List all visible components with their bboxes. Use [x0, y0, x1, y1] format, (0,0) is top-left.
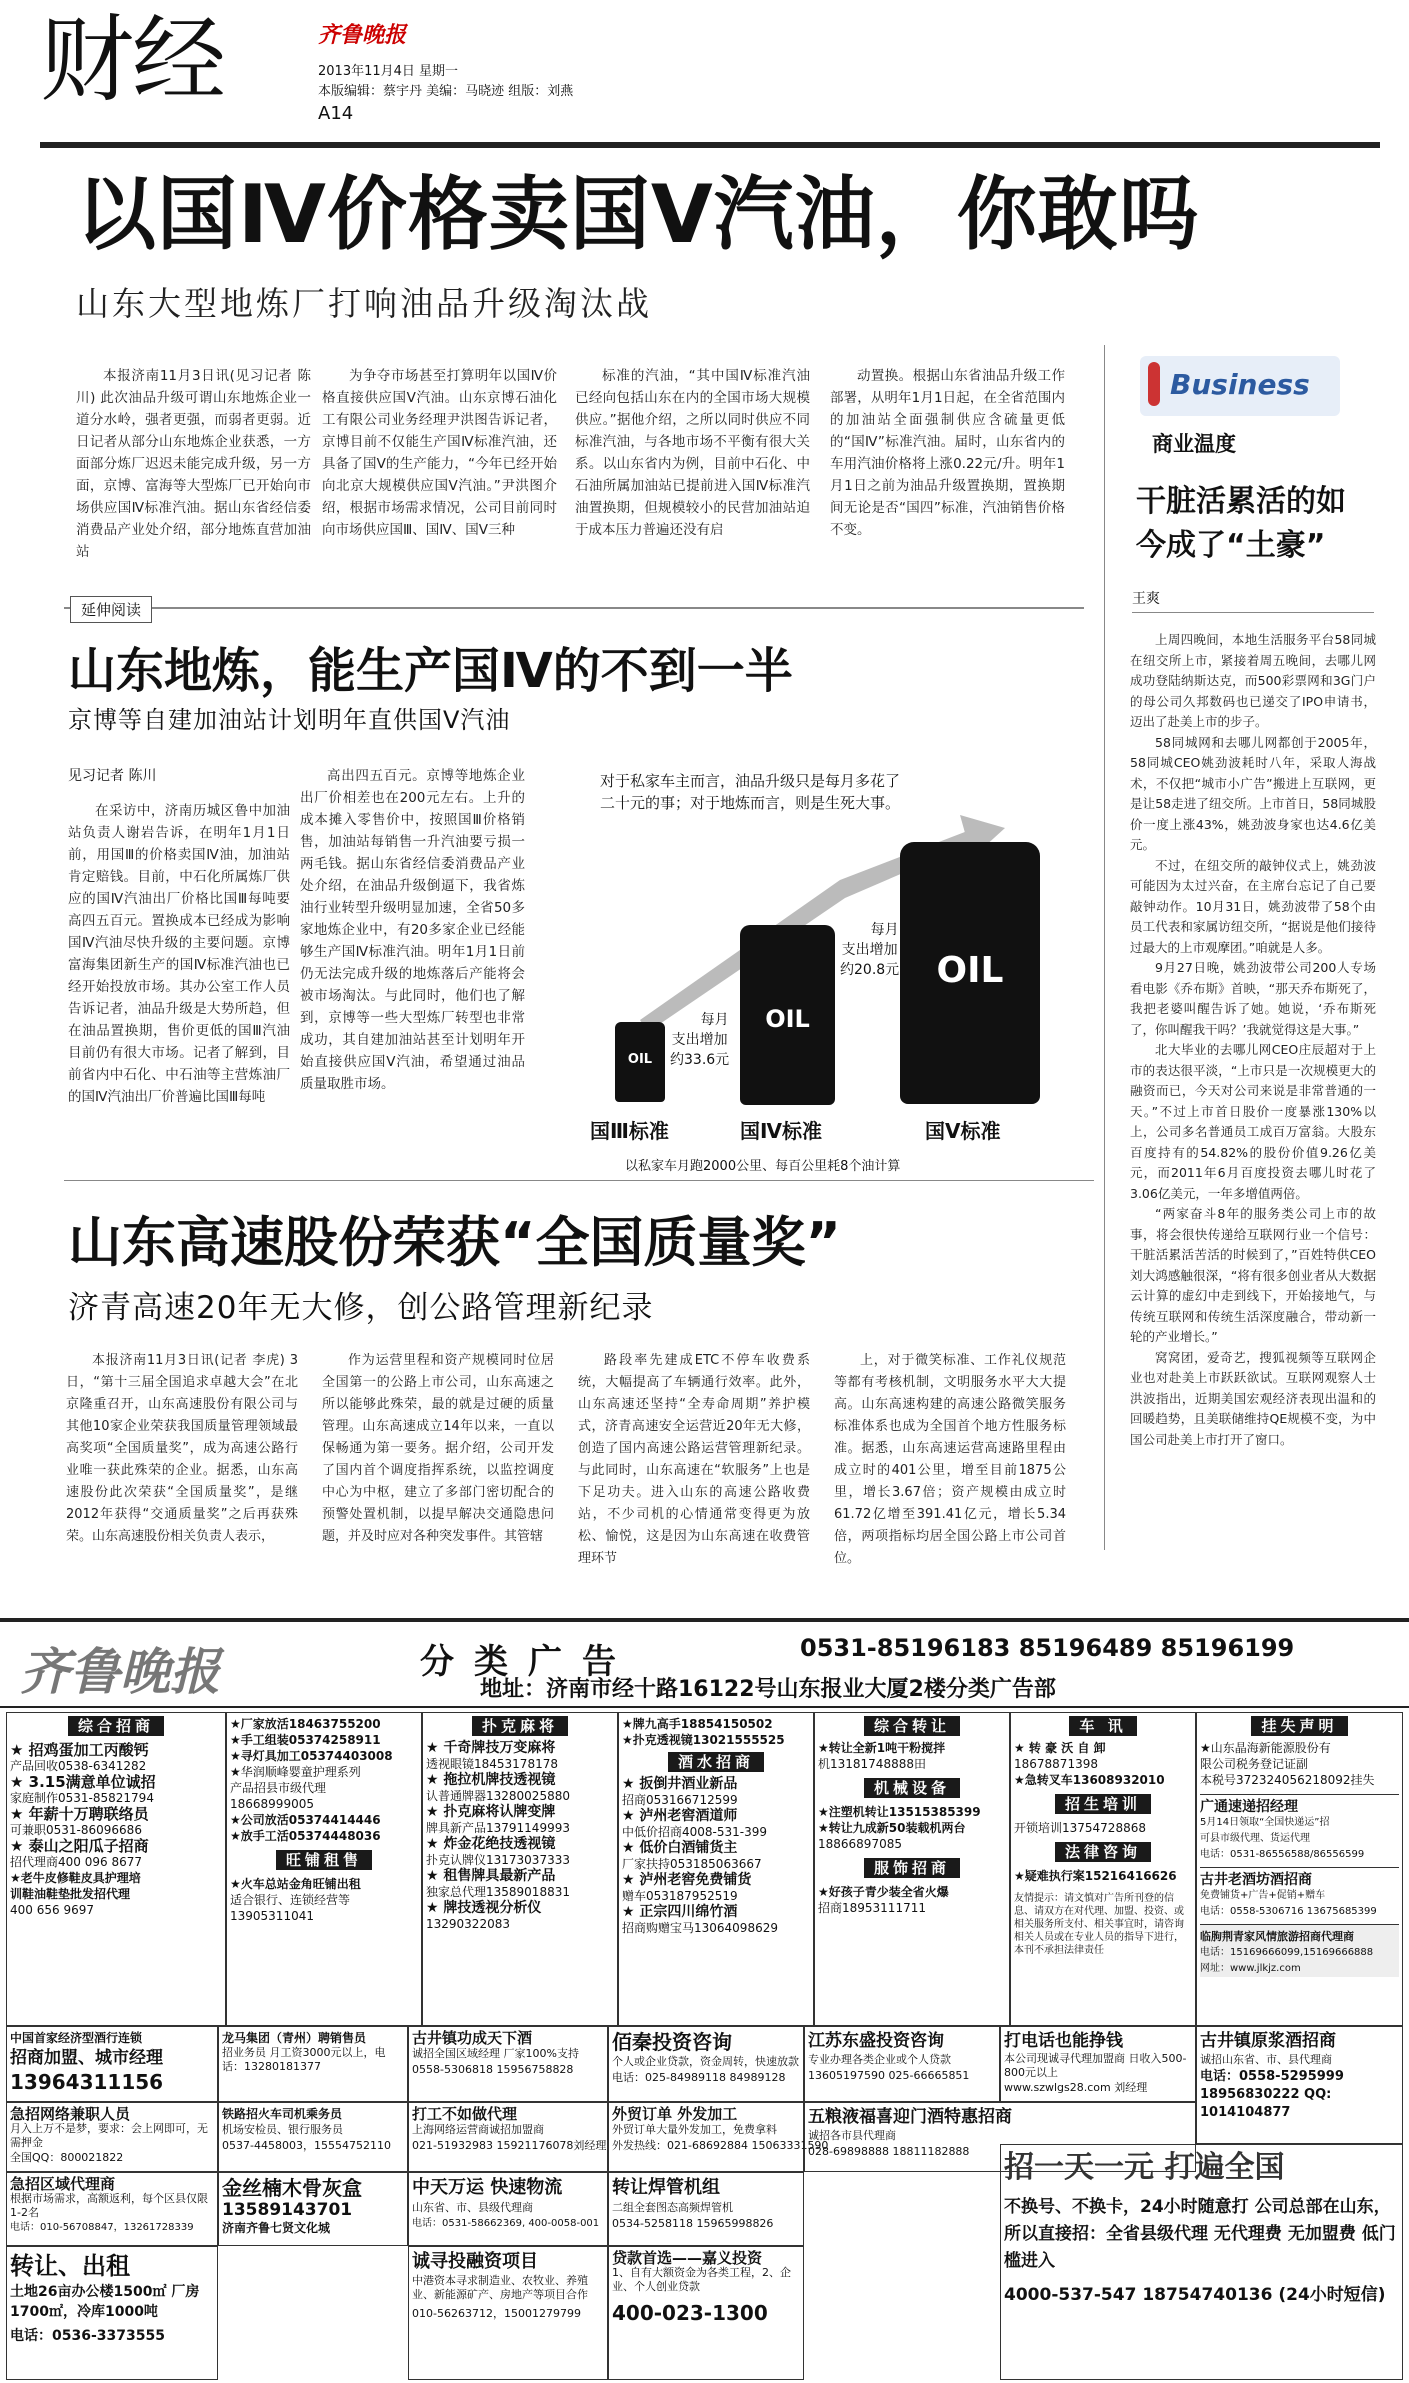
bottom-text: 作为运营里程和资产规模同时位居全国第一的公路上市公司，山东高速之所以能够此殊荣，最的就是过硬的质量管理。山东高速成立14年以来，一直以保畅通为第一要务。据介绍，公司开发了国内首个调度指挥系统，以监控调度中心为中枢，建立了多部门密切配合的预警处置机制，以提早解决交通隐患问题，并及时应对各种突发事件。其管辖 — [322, 1353, 554, 1544]
ad-box — [608, 2102, 829, 2172]
ad-line: 13290322083 — [426, 1917, 510, 1931]
ad-line: 免费铺货+广告+促销+赠车 — [1200, 1890, 1326, 1901]
ad-line: ★ 千奇牌技万变麻将 — [426, 1740, 556, 1756]
ad-line: 招商18953111711 — [818, 1901, 926, 1915]
ad-title: 五粮液福喜迎门酒特惠招商 — [808, 2107, 1012, 2127]
ad-line: 限公司税务登记证副 — [1200, 1757, 1309, 1771]
ad-line: 5月14日领取“全国快递运”招 — [1200, 1817, 1330, 1828]
sidebar-paragraph: 窝窝团，爱奇艺，搜狐视频等互联网企业也对赴美上市跃跃欲试。互联网观察人士洪波指出，近期美国宏观经济表现出温和的回暖趋势，且美联储维持QE规模不变，为中国公司赴美上市打开了窗口。 — [1130, 1349, 1376, 1447]
ad-title: 古井镇原浆酒招商 — [1200, 2031, 1336, 2051]
ad-phone: 电话：025-84989118 84989128 — [612, 2071, 786, 2084]
ad-line: ★ 正宗四川绵竹酒 — [622, 1904, 738, 1920]
ad-line: ★ 扳倒井酒业新品 — [622, 1776, 738, 1792]
ad-body: 月入上万不是梦，要求：会上网即可，无需押金 — [10, 2122, 208, 2149]
ad-line: ★寻灯具加工05374403008 — [230, 1749, 393, 1763]
bar-label-gb3: 国Ⅲ标准 — [590, 1119, 669, 1143]
ad-line: 本税号372324056218092挂失 — [1200, 1773, 1375, 1787]
ad-line: ★ 转 豪 沃 自 卸 — [1014, 1741, 1106, 1755]
annotation-line: 约33.6元 — [670, 1052, 730, 1068]
ad-column-6 — [1010, 1712, 1196, 2026]
bottom-subhead: 济青高速20年无大修，创公路管理新纪录 — [68, 1290, 654, 1326]
ad-line: ★厂家放活18463755200 — [230, 1717, 381, 1731]
ad-category: 扑克麻将 — [472, 1716, 568, 1736]
ad-line: 独家总代理13589018831 — [426, 1885, 570, 1899]
related-text: 高出四五百元。京博等地炼企业出厂价相差也在200元左右。上升的成本摊入零售价中，按照国Ⅲ价格销售，加油站每销售一升汽油要亏损一两毛钱。据山东省经信委消费品产业处介绍，在油品升级倒逼下，我省炼油行业转型升级明显加速，全省50多家地炼企业中，有20多家企业已经能够生产国Ⅳ标准汽油。明年1月1日前仍无法完成升级的地炼落后产能将会被市场淘汰。与此同时，他们也了解到，京博等一些大型炼厂转型也非常成功，其自建加油站甚至计划明年开始直接供应国Ⅴ汽油，希望通过油品质量取胜市场。 — [300, 768, 525, 1092]
related-byline: 见习记者 陈川 — [68, 768, 157, 784]
ad-category: 挂失声明 — [1251, 1716, 1347, 1736]
related-headline: 山东地炼，能生产国Ⅳ的不到一半 — [68, 643, 793, 699]
ad-box — [1196, 2026, 1403, 2144]
ad-line: 家庭制作0531-85821794 — [10, 1791, 154, 1805]
ad-line: 适合银行、连锁经营等 — [230, 1893, 351, 1907]
ad-phone: 电话：0531-58662369, 400-0058-001 — [412, 2218, 600, 2229]
bottom-column-1 — [66, 1350, 298, 1548]
related-label: 延伸阅读 — [70, 596, 152, 623]
ad-line: ★注塑机转让13515385399 — [818, 1805, 981, 1819]
ad-line: ★华润顺峰婴童护理系列 — [230, 1765, 361, 1779]
bottom-text: 路段率先建成ETC不停车收费系统，大幅提高了车辆通行效率。此外，山东高速还坚持“全寿命周期”养护模式，济青高速安全运营近20年无大修，创造了国内高速公路运营管理新纪录。与此同时，山东高速在“软服务”上也是下足功夫。进入山东的高速公路收费站，不少司机的心情通常变得更为放松、愉悦，这是因为山东高速在收费管理环节 — [578, 1353, 810, 1566]
ad-title: 急招区域代理商 — [10, 2175, 116, 2193]
oil-barrel-gb3 — [615, 1022, 665, 1102]
bottom-text: 上，对于微笑标准、工作礼仪规范等都有考核机制，文明服务水平大大提高。山东高速构建的高速公路微笑服务标准体系也成为全国首个地方性服务标准。据悉，山东高速运营高速路里程由成立时的401公里，增至目前1875公里，增长3.67倍；资产规模由成立时61.72亿增至391.41亿元，增长5.34倍，两项指标均居全国公路上市公司首位。 — [834, 1353, 1066, 1566]
ad-body: 诚招山东省、市、县代理商 — [1200, 2053, 1332, 2066]
ad-line: 透视眼镜18453178178 — [426, 1757, 558, 1771]
ad-title: 古井镇功成天下酒 — [412, 2029, 533, 2047]
ad-line: 中低价招商4008-531-399 — [622, 1825, 768, 1839]
ad-category: 综合招商 — [68, 1716, 164, 1736]
lead-column-1 — [76, 365, 311, 563]
ad-line: ★ 低价白酒铺货主 — [622, 1840, 738, 1856]
ad-line: ★ 拖拉机牌技透视镜 — [426, 1772, 556, 1788]
ad-line: ★ 泰山之阳瓜子招商 — [10, 1837, 149, 1855]
header-rule — [40, 142, 1380, 148]
bottom-column-2 — [322, 1350, 554, 1548]
ad-line: 训鞋油鞋垫批发招代理 — [10, 1887, 131, 1901]
ad-line: ★牌九高手18854150502 — [622, 1717, 773, 1731]
ad-title: 转让焊管机组 — [612, 2177, 720, 2198]
sidebar-section: 商业温度 — [1152, 432, 1236, 456]
business-badge — [1140, 356, 1340, 416]
ad-title: 外贸订单 外发加工 — [612, 2105, 738, 2123]
annotation-gb4 — [670, 1010, 729, 1070]
issue-date: 2013年11月4日 星期一 — [318, 64, 459, 79]
ad-column-3 — [422, 1712, 618, 2026]
ads-logo: 齐鲁晚报 — [20, 1642, 220, 1701]
ad-box — [804, 2026, 1000, 2102]
ad-line: 招代理商400 096 8677 — [10, 1855, 142, 1869]
annotation-gb5 — [840, 920, 899, 980]
ad-line: 产品回收0538-6341282 — [10, 1759, 147, 1773]
ads-phones: 0531-85196183 85196489 85196199 — [800, 1634, 1295, 1662]
ad-body: 专业办理各类企业或个人贷款 — [808, 2053, 951, 2066]
ad-line: 可兼职0531-86096686 — [10, 1823, 142, 1837]
ad-box — [408, 2172, 608, 2246]
sidebar-rule — [1132, 612, 1374, 613]
lead-text: 为争夺市场甚至打算明年以国Ⅳ价格直接供应国Ⅴ汽油。山东京博石油化工有限公司业务经理尹洪图告诉记者，京博目前不仅能生产国Ⅳ标准汽油，还具备了国Ⅴ的生产能力，“今年已经开始向北京大规模供应国Ⅴ汽油。”尹洪图介绍，根据市场需求情况，公司目前同时向市场供应国Ⅲ、国Ⅳ、国Ⅴ三种 — [322, 368, 557, 538]
ad-body: 本公司现诚寻代理加盟商 日收入500-800元以上 — [1004, 2052, 1187, 2079]
sidebar-paragraph: 58同城网和去哪儿网都创于2005年，58同城CEO姚劲波耗时八年，采取人海战术，不仅把“城市小广告”搬进上互联网，更是让58走进了纽交所。上市首日，58同城股价一度上涨43%，姚劲波身家也达4.6亿美元。 — [1130, 734, 1376, 852]
ad-category: 法律咨询 — [1055, 1842, 1151, 1862]
chart-note: 对于私家车主而言，油品升级只是每月多花了二十元的事；对于地炼而言，则是生死大事。 — [600, 772, 901, 812]
ad-column-5 — [814, 1712, 1010, 2026]
ad-title: 招一天一元 打遍全国 — [1004, 2150, 1285, 2185]
ad-line: 机13181748888田 — [818, 1757, 926, 1771]
sidebar-paragraph: 9月27日晚，姚劲波带公司200人专场看电影《乔布斯》首映，“那天乔布斯死了，我把老婆叫醒告诉了她。她说，‘乔布斯死了，你叫醒我干吗？’我就觉得这是大事。” — [1130, 960, 1376, 1037]
ad-line: ★ 炸金花绝技透视镜 — [426, 1836, 556, 1852]
lead-column-3 — [575, 365, 810, 541]
lead-headline: 以国Ⅳ价格卖国Ⅴ汽油，你敢吗 — [76, 168, 1200, 261]
ad-box — [6, 2172, 218, 2246]
ad-box — [218, 2172, 408, 2246]
ad-line: 牌具新产品13791149993 — [426, 1821, 570, 1835]
ad-line: 电话：0531-86556588/86556599 — [1200, 1849, 1365, 1860]
bottom-column-3 — [578, 1350, 810, 1570]
oil-infographic — [540, 760, 1080, 1180]
ad-phone: 0537-4458003，15554752110 — [222, 2139, 391, 2152]
page-number: A14 — [318, 103, 354, 124]
sidebar-paragraph: 上周四晚间，本地生活服务平台58同城在纽交所上市，紧接着周五晚间，去哪儿网成功登陆纳斯达克，而500彩票网和3G门户的母公司久邦数码也已递交了IPO申请书，迈出了赴美上市的步子。 — [1130, 632, 1376, 729]
ad-title: 转让、出租 — [10, 2252, 130, 2280]
ad-phone: 028-69898888 18811182888 — [808, 2145, 970, 2158]
ad-line: ★疑难执行案15216416626 — [1014, 1869, 1177, 1883]
ad-body: 不换号、不换卡，24小时随意打 公司总部在山东，所以直接招：全省县级代理 无代理费 无加盟费 低门槛进入 — [1004, 2197, 1396, 2271]
ad-line: 古井老酒坊酒招商 — [1200, 1872, 1312, 1888]
ad-line: 认普通牌器13280025880 — [426, 1789, 570, 1803]
lead-text: 本报济南11月3日讯(见习记者 陈川) 此次油品升级可谓山东地炼企业一道分水岭，强者更强，而弱者更弱。近日记者从部分山东地炼企业获悉，一方面部分炼厂迟迟未能完成升级，另一方面，京博、富海等大型炼厂已开始向市场供应国Ⅳ标准汽油。据山东省经信委消费品产业处介绍，部分地炼直营加油站 — [76, 368, 311, 560]
bottom-rule — [64, 1180, 1094, 1181]
ad-line: ★转让九成新50装载机两台 — [818, 1821, 966, 1835]
annotation-line: 每月 — [700, 1012, 729, 1028]
ad-box — [218, 2102, 408, 2172]
ad-title: 打工不如做代理 — [412, 2105, 518, 2123]
ad-title: 急招网络兼职人员 — [10, 2105, 131, 2123]
ad-phone: 外发热线：021-68692884 15063331590 — [612, 2139, 829, 2152]
ad-category: 旺铺租售 — [276, 1850, 372, 1870]
ad-box — [218, 2026, 408, 2102]
ads-banner-title: 分类广告 — [420, 1642, 636, 1682]
barrel-label: OIL — [765, 1005, 810, 1033]
ad-line: 开锁培训13754728868 — [1014, 1821, 1146, 1835]
ad-body: 诚招各市县代理商 — [808, 2129, 896, 2142]
ad-line: ★老牛皮修鞋皮具护理培 — [10, 1871, 141, 1885]
ad-box — [408, 2102, 608, 2172]
ad-box — [608, 2246, 804, 2380]
ad-title: 打电话也能挣钱 — [1004, 2031, 1123, 2051]
ad-body: 机场安检员、银行服务员 — [222, 2123, 343, 2136]
ad-body: 山东省、市、县级代理商 — [412, 2201, 533, 2214]
ad-line: 18668999005 — [230, 1797, 314, 1811]
ad-line: 可县市级代理、货运代理 — [1200, 1833, 1310, 1844]
ad-title: 中天万运 快速物流 — [412, 2177, 563, 2198]
ad-phone: 全国QQ：800021822 — [10, 2151, 124, 2164]
lead-column-2 — [322, 365, 557, 541]
barrel-label: OIL — [936, 950, 1004, 991]
sidebar-divider — [1104, 345, 1105, 1550]
ad-box — [6, 2102, 218, 2172]
ad-line: ★扑克透视镜13021555525 — [622, 1733, 785, 1747]
ad-category: 机械设备 — [864, 1778, 960, 1798]
related-column-2 — [300, 765, 525, 1095]
oil-barrel-gb5 — [900, 842, 1040, 1104]
ad-box — [1000, 2144, 1403, 2380]
sidebar-paragraph: “两家奋斗8年的服务类公司上市的故事，将会很快传递给互联网行业一个信号：干脏活累活苦活的时候到了，”百姓特供CEO刘大鸿感触很深，“将有很多创业者从大数据云计算的虚幻中走到线下，开始接地气，与传统互联网和传统生活深度融合，带动新一轮的产业增长。” — [1130, 1206, 1376, 1344]
ad-column-1 — [6, 1712, 226, 2026]
masthead-logo: 齐鲁晚报 — [318, 22, 407, 48]
ad-title: 金丝楠木骨灰盒 — [222, 2176, 362, 2200]
ad-category: 车 讯 — [1069, 1716, 1136, 1736]
annotation-line: 支出增加 — [841, 942, 898, 958]
ad-phone: 0558-5306818 15956758828 — [412, 2063, 574, 2076]
ad-phone: 13964311156 — [10, 2070, 164, 2094]
ad-box — [6, 2026, 218, 2102]
oil-barrel-gb4 — [740, 925, 835, 1105]
ad-line: 电话：15169666099,15169666888 — [1200, 1947, 1374, 1958]
ad-line: 18678871398 — [1014, 1757, 1098, 1771]
ad-phone: 济南齐鲁七贤文化城 — [222, 2221, 331, 2235]
ad-line: ★急转叉车13608932010 — [1014, 1773, 1165, 1787]
ad-box — [6, 2246, 218, 2380]
ad-line: 产品招县市级代理 — [230, 1781, 327, 1795]
ads-banner-rule — [0, 1706, 1409, 1708]
ad-category: 服饰招商 — [864, 1858, 960, 1878]
sidebar-headline: 干脏活累活的如今成了“土豪” — [1136, 484, 1346, 563]
ad-phone: www.szwlgs28.com 刘经理 — [1004, 2081, 1148, 2094]
ad-phone: 400-023-1300 — [612, 2301, 768, 2325]
ad-line: 扑克认牌仪13173037333 — [426, 1853, 570, 1867]
ad-title: 佰秦投资咨询 — [612, 2030, 732, 2054]
related-rule — [64, 607, 1084, 609]
bottom-headline: 山东高速股份荣获“全国质量奖” — [68, 1211, 841, 1274]
chart-caption: 以私家车月跑2000公里、每百公里耗8个油计算 — [625, 1159, 901, 1174]
ad-phone: 电话：0536-3373555 — [10, 2328, 165, 2344]
badge-text: Business — [1170, 368, 1310, 401]
sidebar-author: 王爽 — [1132, 591, 1160, 607]
bottom-column-4 — [834, 1350, 1066, 1570]
ad-body: 根据市场需求，高额返利，每个区县仅限1-2名 — [10, 2192, 208, 2219]
ad-column-2 — [226, 1712, 422, 2026]
ad-body: 招商加盟、城市经理 — [10, 2048, 163, 2068]
ad-line: ★ 3.15满意单位诚招 — [10, 1773, 156, 1791]
annotation-line: 每月 — [870, 922, 899, 938]
barrel-label: OIL — [627, 1052, 653, 1067]
ad-line: 电话：0558-5306716 13675685399 — [1200, 1906, 1377, 1917]
ad-line: ★转让全新1吨干粉搅拌 — [818, 1741, 946, 1755]
sidebar-body — [1130, 630, 1376, 1450]
ad-title: 龙马集团（青州）聘销售员 — [222, 2031, 367, 2045]
ad-box — [408, 2246, 608, 2380]
ad-notice: 友情提示：请文慎对广告所刊登的信息、请双方在对代理、加盟、投资、或相关服务所支付、相关事宜时，请咨询相关人员或在专业人员的指导下进行，本刊不承担法律责任 — [1014, 1893, 1184, 1956]
ad-phone: 13605197590 025-66665851 — [808, 2069, 970, 2082]
ad-line: ★ 泸州老窖免费铺货 — [622, 1872, 752, 1888]
ad-line: 临朐荆青家风情旅游招商代理商 — [1200, 1930, 1354, 1943]
ad-line: 厂家扶持053185063667 — [622, 1857, 762, 1871]
ad-title: 江苏东盛投资咨询 — [808, 2031, 944, 2051]
ads-banner — [0, 1626, 1409, 1706]
related-column-1 — [68, 800, 290, 1108]
ad-title: 贷款首选——嘉义投资 — [612, 2249, 763, 2267]
annotation-line: 支出增加 — [671, 1032, 728, 1048]
ad-line: ★ 租售牌具最新产品 — [426, 1868, 556, 1884]
lead-subhead: 山东大型地炼厂打响油品升级淘汰战 — [76, 284, 652, 323]
ad-line: ★火车总站金角旺铺出租 — [230, 1877, 361, 1891]
ad-line: 18866897085 — [818, 1837, 902, 1851]
ads-address: 地址：济南市经十路16122号山东报业大厦2楼分类广告部 — [480, 1677, 1056, 1702]
ad-box — [608, 2026, 804, 2102]
ad-line: 网址：www.jlkjz.com — [1200, 1963, 1301, 1974]
lead-text: 动置换。根据山东省油品升级工作部署，从明年1月1日起，在全省范围内的加油站全面强制供应含硫量更低的“国Ⅳ”标准汽油。届时，山东省内的车用汽油价格将上涨0.22元/升。明年1月1日之前为油品升级置换期，置换期间无论是否“国四”标准，汽油销售价格不变。 — [830, 368, 1065, 538]
annotation-line: 约20.8元 — [840, 962, 900, 978]
ad-title: 铁路招火车司机乘务员 — [222, 2107, 343, 2121]
ad-body: 上海网络运营商诚招加盟商 — [412, 2123, 544, 2136]
ad-category: 酒水招商 — [668, 1752, 764, 1772]
ad-phone: 010-56263712，15001279799 — [412, 2307, 581, 2320]
ad-body: 招业务员 月工资3000元以上，电话：13280181377 — [222, 2046, 386, 2073]
ad-line: ★放手工活05374448036 — [230, 1829, 381, 1843]
ad-body: 土地26亩办公楼1500㎡ 厂房1700㎡，冷库1000吨 — [10, 2284, 200, 2320]
ads-top-rule — [0, 1618, 1409, 1622]
ad-box — [408, 2026, 608, 2102]
lead-text: 标准的汽油，“其中国Ⅳ标准汽油已经向包括山东在内的全国市场大规模供应。”据他介绍，之所以同时供应不同标准汽油，与各地市场不平衡有很大关系。以山东省内为例，目前中石化、中石油所属加油站已提前进入国Ⅳ标准汽油置换期，但规模较小的民营加油站迫于成本压力普遍还没有启 — [575, 368, 810, 538]
ad-box — [1000, 2026, 1196, 2102]
bar-label-gb4: 国Ⅳ标准 — [740, 1119, 822, 1143]
ad-body: 外贸订单大量外发加工，免费拿料 — [612, 2123, 777, 2136]
ad-line: 招商购赠宝马13064098629 — [622, 1921, 778, 1935]
ad-line: ★ 泸州老窖酒道师 — [622, 1808, 738, 1824]
ad-line: ★ 牌技透视分析仪 — [426, 1900, 542, 1916]
ad-body: 13589143701 — [222, 2200, 353, 2220]
ad-phone: 0534-5258118 15965998826 — [612, 2217, 774, 2230]
related-text: 在采访中，济南历城区鲁中加油站负责人谢岩告诉，在明年1月1日前，用国Ⅲ的价格卖国Ⅳ油，加油站肯定赔钱。目前，中石化所属炼厂供应的国Ⅳ汽油出厂价格比国Ⅲ每吨要高四五百元。置换成本已经成为影响国Ⅳ汽油尽快升级的主要问题。京博富海集团新生产的国Ⅳ标准汽油也已经开始投放市场。其办公室工作人员告诉记者，油品升级是大势所趋，但在油品置换期，售价更低的国Ⅲ汽油目前仍有很大市场。记者了解到，目前省内中石化、中石油等主营炼油厂的国Ⅳ汽油出厂价普遍比国Ⅲ每吨 — [68, 803, 290, 1105]
lead-column-4 — [830, 365, 1065, 541]
ad-phone: 电话：0558-5295999 18956830222 QQ: 1014104877 — [1200, 2069, 1344, 2120]
sidebar-paragraph: 北大毕业的去哪儿网CEO庄辰超对于上市的表达很平淡，“上市只是一次规模更大的融资而已，今天对公司来说是非常普通的一天。”不过上市首日股价一度暴涨130%以上，公司多名普通员工成百万富翁。大股东百度持有的54.82%的股份价值9.26亿美元，而2011年6月百度投资去哪儿时花了3.06亿美元，一年多增值两倍。 — [1130, 1042, 1376, 1201]
ad-line: ★ 年薪十万聘联络员 — [10, 1805, 149, 1823]
ad-line: ★ 扑克麻将认牌变牌 — [426, 1804, 556, 1820]
ad-phone: 4000-537-547 18754740136 (24小时短信) — [1004, 2285, 1386, 2305]
ad-line: 广通速递招经理 — [1200, 1799, 1298, 1815]
ad-body: 个人或企业贷款，资金周转，快速放款 — [612, 2055, 799, 2068]
ad-body: 二组全套图态高频焊管机 — [612, 2201, 733, 2214]
ad-title: 诚寻投融资项目 — [412, 2251, 538, 2272]
ad-line: 赠车053187952519 — [622, 1889, 738, 1903]
ad-column-7 — [1196, 1712, 1403, 2026]
ad-phone: 电话：010-56708847，13261728339 — [10, 2222, 194, 2233]
ad-body: 中港资本寻求制造业、农牧业、养殖业、新能源矿产、房地产等项目合作 — [412, 2274, 588, 2301]
thermometer-icon — [1148, 362, 1160, 406]
ad-line: 400 656 9697 — [10, 1903, 94, 1917]
ad-line: ★公司放活05374414446 — [230, 1813, 381, 1827]
ad-box — [608, 2172, 804, 2246]
ad-body: 1、自有大额资金为各类工程，2、企业、个人创业贷款 — [612, 2266, 791, 2293]
ad-line: ★手工组装05374258911 — [230, 1733, 381, 1747]
ad-line: ★ 招鸡蛋加工丙酸钙 — [10, 1741, 149, 1759]
ad-phone: 021-51932983 15921176078刘经理 — [412, 2139, 607, 2152]
ad-line: ★好孩子青少装全省火爆 — [818, 1885, 949, 1899]
bar-label-gb5: 国Ⅴ标准 — [925, 1119, 1001, 1143]
ad-line: 13905311041 — [230, 1909, 314, 1923]
ad-line: 招商053166712599 — [622, 1793, 738, 1807]
ad-category: 综合转让 — [864, 1716, 960, 1736]
ad-title: 中国首家经济型酒行连锁 — [10, 2031, 143, 2045]
ad-column-4 — [618, 1712, 814, 2026]
editor-credits: 本版编辑：蔡宇丹 美编：马晓迹 组版：刘燕 — [318, 84, 574, 99]
related-subhead: 京博等自建加油站计划明年直供国Ⅴ汽油 — [68, 706, 511, 734]
bottom-text: 本报济南11月3日讯(记者 李虎) 3日，“第十三届全国追求卓越大会”在北京隆重召开，山东高速股份有限公司与其他10家企业荣获我国质量管理领域最高奖项“全国质量奖”，成为高速公路行业唯一获此殊荣的企业。据悉，山东高速股份此次荣获“全国质量奖”，是继2012年获得“交通质量奖”之后再获殊荣。山东高速股份相关负责人表示， — [66, 1353, 298, 1544]
section-title: 财经 — [40, 6, 225, 115]
ad-body: 诚招全国区域经理 厂家100%支持 — [412, 2047, 579, 2060]
sidebar-paragraph: 不过，在纽交所的敲钟仪式上，姚劲波可能因为太过兴奋，在主席台忘记了自己要敲钟动作。10月31日，姚劲波带了58个由员工代表和家属访纽交所，“据说是他们接待过最大的上市观摩团。”咱就是人多。 — [1130, 857, 1376, 955]
ad-category: 招生培训 — [1055, 1794, 1151, 1814]
ad-line: ★山东晶海新能源股份有 — [1200, 1741, 1331, 1755]
